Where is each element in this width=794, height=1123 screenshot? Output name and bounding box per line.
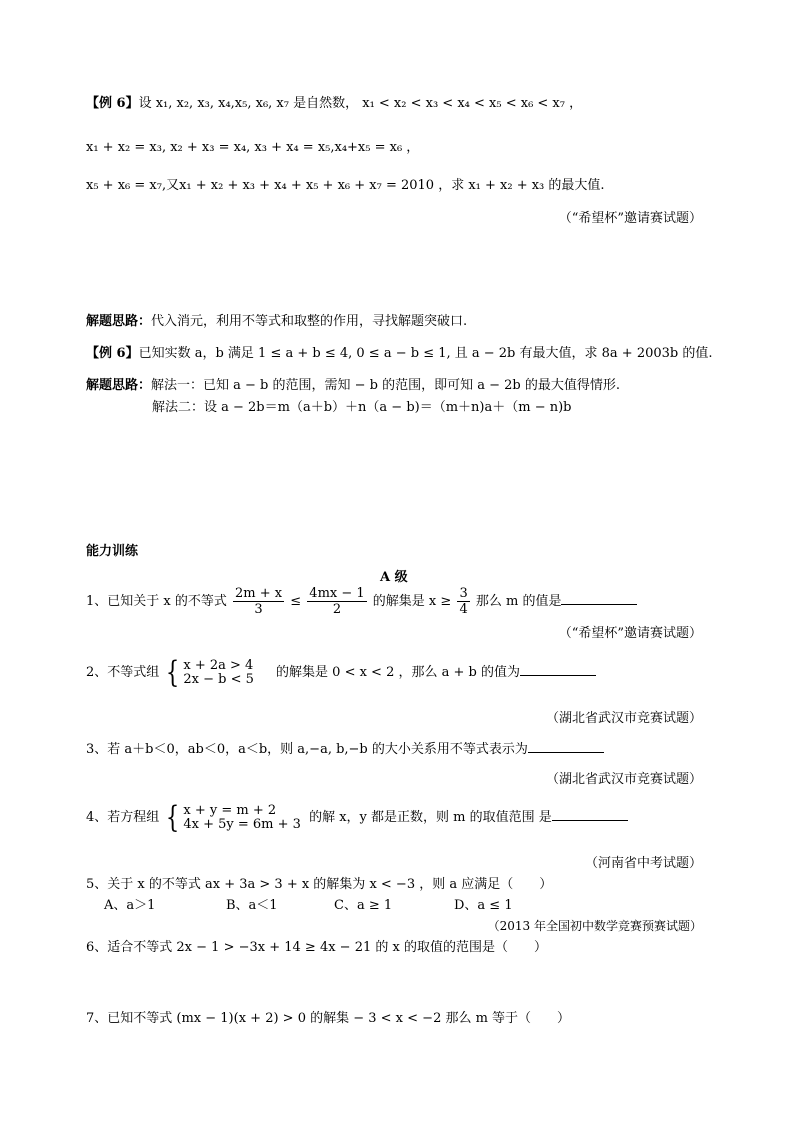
answer-blank[interactable] [561, 592, 637, 605]
example-tag: 【例 6】 [86, 96, 139, 111]
q3-source: （湖北省武汉市竞赛试题） [545, 772, 702, 787]
q5-source: （2013 年全国初中数学竞赛预赛试题） [487, 919, 702, 933]
q1-fraction-left: $\frac{2m + x}{3}$ [235, 586, 283, 617]
q4-source: （河南省中考试题） [584, 856, 702, 871]
example-text: 设 x₁, x₂, x₃, x₄,x₅, x₆, x₇ 是自然数， x₁ < x₂ < x₃ < x₄ < x₅ < x₆ < x₇ ， [138, 96, 583, 111]
q4-suffix: 的解 x，y 都是正数，则 m 的取值范围 是 [309, 810, 552, 825]
hint-label: 解题思路： [86, 314, 152, 329]
q2-suffix: 的解集是 0 < x < 2 ，那么 a + b 的值为 [276, 665, 520, 680]
question-2 [86, 656, 794, 690]
hint-1 [86, 314, 794, 330]
q5-option-a[interactable]: A、a＞1 [104, 898, 156, 913]
hint-method-1: 解法一：已知 a − b 的范围，需知 − b 的范围，即可知 a − 2b 的最大值得情形. [151, 378, 621, 393]
q1-prefix: 1、已知关于 x 的不等式 [86, 594, 227, 609]
q2-system: { x + 2a > 4 2x − b < 5 [166, 654, 254, 690]
q1-le: ≤ [290, 594, 302, 609]
q1-suffix: 那么 m 的值是 [475, 594, 562, 609]
q2-prefix: 2、不等式组 [86, 665, 160, 680]
example-6b [86, 346, 794, 362]
question-7: 7、已知不等式 (mx − 1)(x + 2) > 0 的解集 − 3 < x < −2 那么 m 等于（ ） [86, 1011, 571, 1026]
answer-blank[interactable] [520, 663, 596, 676]
example-text: 已知实数 a，b 满足 1 ≤ a + b ≤ 4, 0 ≤ a − b ≤ 1, 且 a − 2b 有最大值，求 8a + 2003b 的值. [138, 346, 713, 361]
question-1 [86, 584, 794, 620]
q2-source: （湖北省武汉市竞赛试题） [545, 711, 702, 726]
hint-2-method-2: 解法二：设 a − 2b＝m（a＋b）＋n（a − b)＝（m＋n)a＋（m − n)b [152, 400, 572, 415]
question-3: 3、若 a＋b＜0，ab＜0，a＜b，则 a,−a, b,−b 的大小关系用不等式表示为 [86, 740, 794, 758]
q4-prefix: 4、若方程组 [86, 810, 160, 825]
q5-option-b[interactable]: B、a＜1 [226, 898, 278, 913]
q5-option-c[interactable]: C、a ≥ 1 [334, 898, 393, 913]
q5-option-d[interactable]: D、a ≤ 1 [454, 898, 513, 913]
hint-2-method-1 [86, 378, 794, 394]
q4-system: { x + y = m + 2 4x + 5y = 6m + 3 [166, 799, 301, 835]
level-title: A 级 [380, 570, 408, 585]
q1-mid: 的解集是 x ≥ [372, 594, 452, 609]
example-6a-line-1 [86, 96, 794, 112]
example-6a-line-2: x₁ + x₂ = x₃, x₂ + x₃ = x₄, x₃ + x₄ = x₅,x₄+x₅ = x₆ ， [86, 140, 420, 155]
example-6a-source: （“希望杯”邀请赛试题） [558, 211, 702, 226]
q1-fraction-right: $\frac{4mx - 1}{2}$ [309, 586, 365, 617]
example-6a-line-3: x₅ + x₆ = x₇,又x₁ + x₂ + x₃ + x₄ + x₅ + x₆ + x₇ = 2010 ，求 x₁ + x₂ + x₃ 的最大值. [86, 178, 605, 193]
question-6: 6、适合不等式 2x − 1 > −3x + 14 ≥ 4x − 21 的 x 的取值的范围是（ ） [86, 940, 547, 955]
q1-source: （“希望杯”邀请赛试题） [558, 626, 702, 641]
answer-blank[interactable] [552, 808, 628, 821]
training-title: 能力训练 [86, 544, 139, 559]
q1-fraction-answer: $\frac{3}{4}$ [459, 586, 468, 617]
answer-blank[interactable] [528, 740, 604, 753]
hint-label: 解题思路： [86, 378, 152, 393]
hint-text: 代入消元，利用不等式和取整的作用，寻找解题突破口. [151, 314, 468, 329]
question-5: 5、关于 x 的不等式 ax + 3a > 3 + x 的解集为 x < −3 ，则 a 应满足（ ） [86, 877, 553, 892]
example-tag: 【例 6】 [86, 346, 139, 361]
question-4 [86, 801, 794, 835]
